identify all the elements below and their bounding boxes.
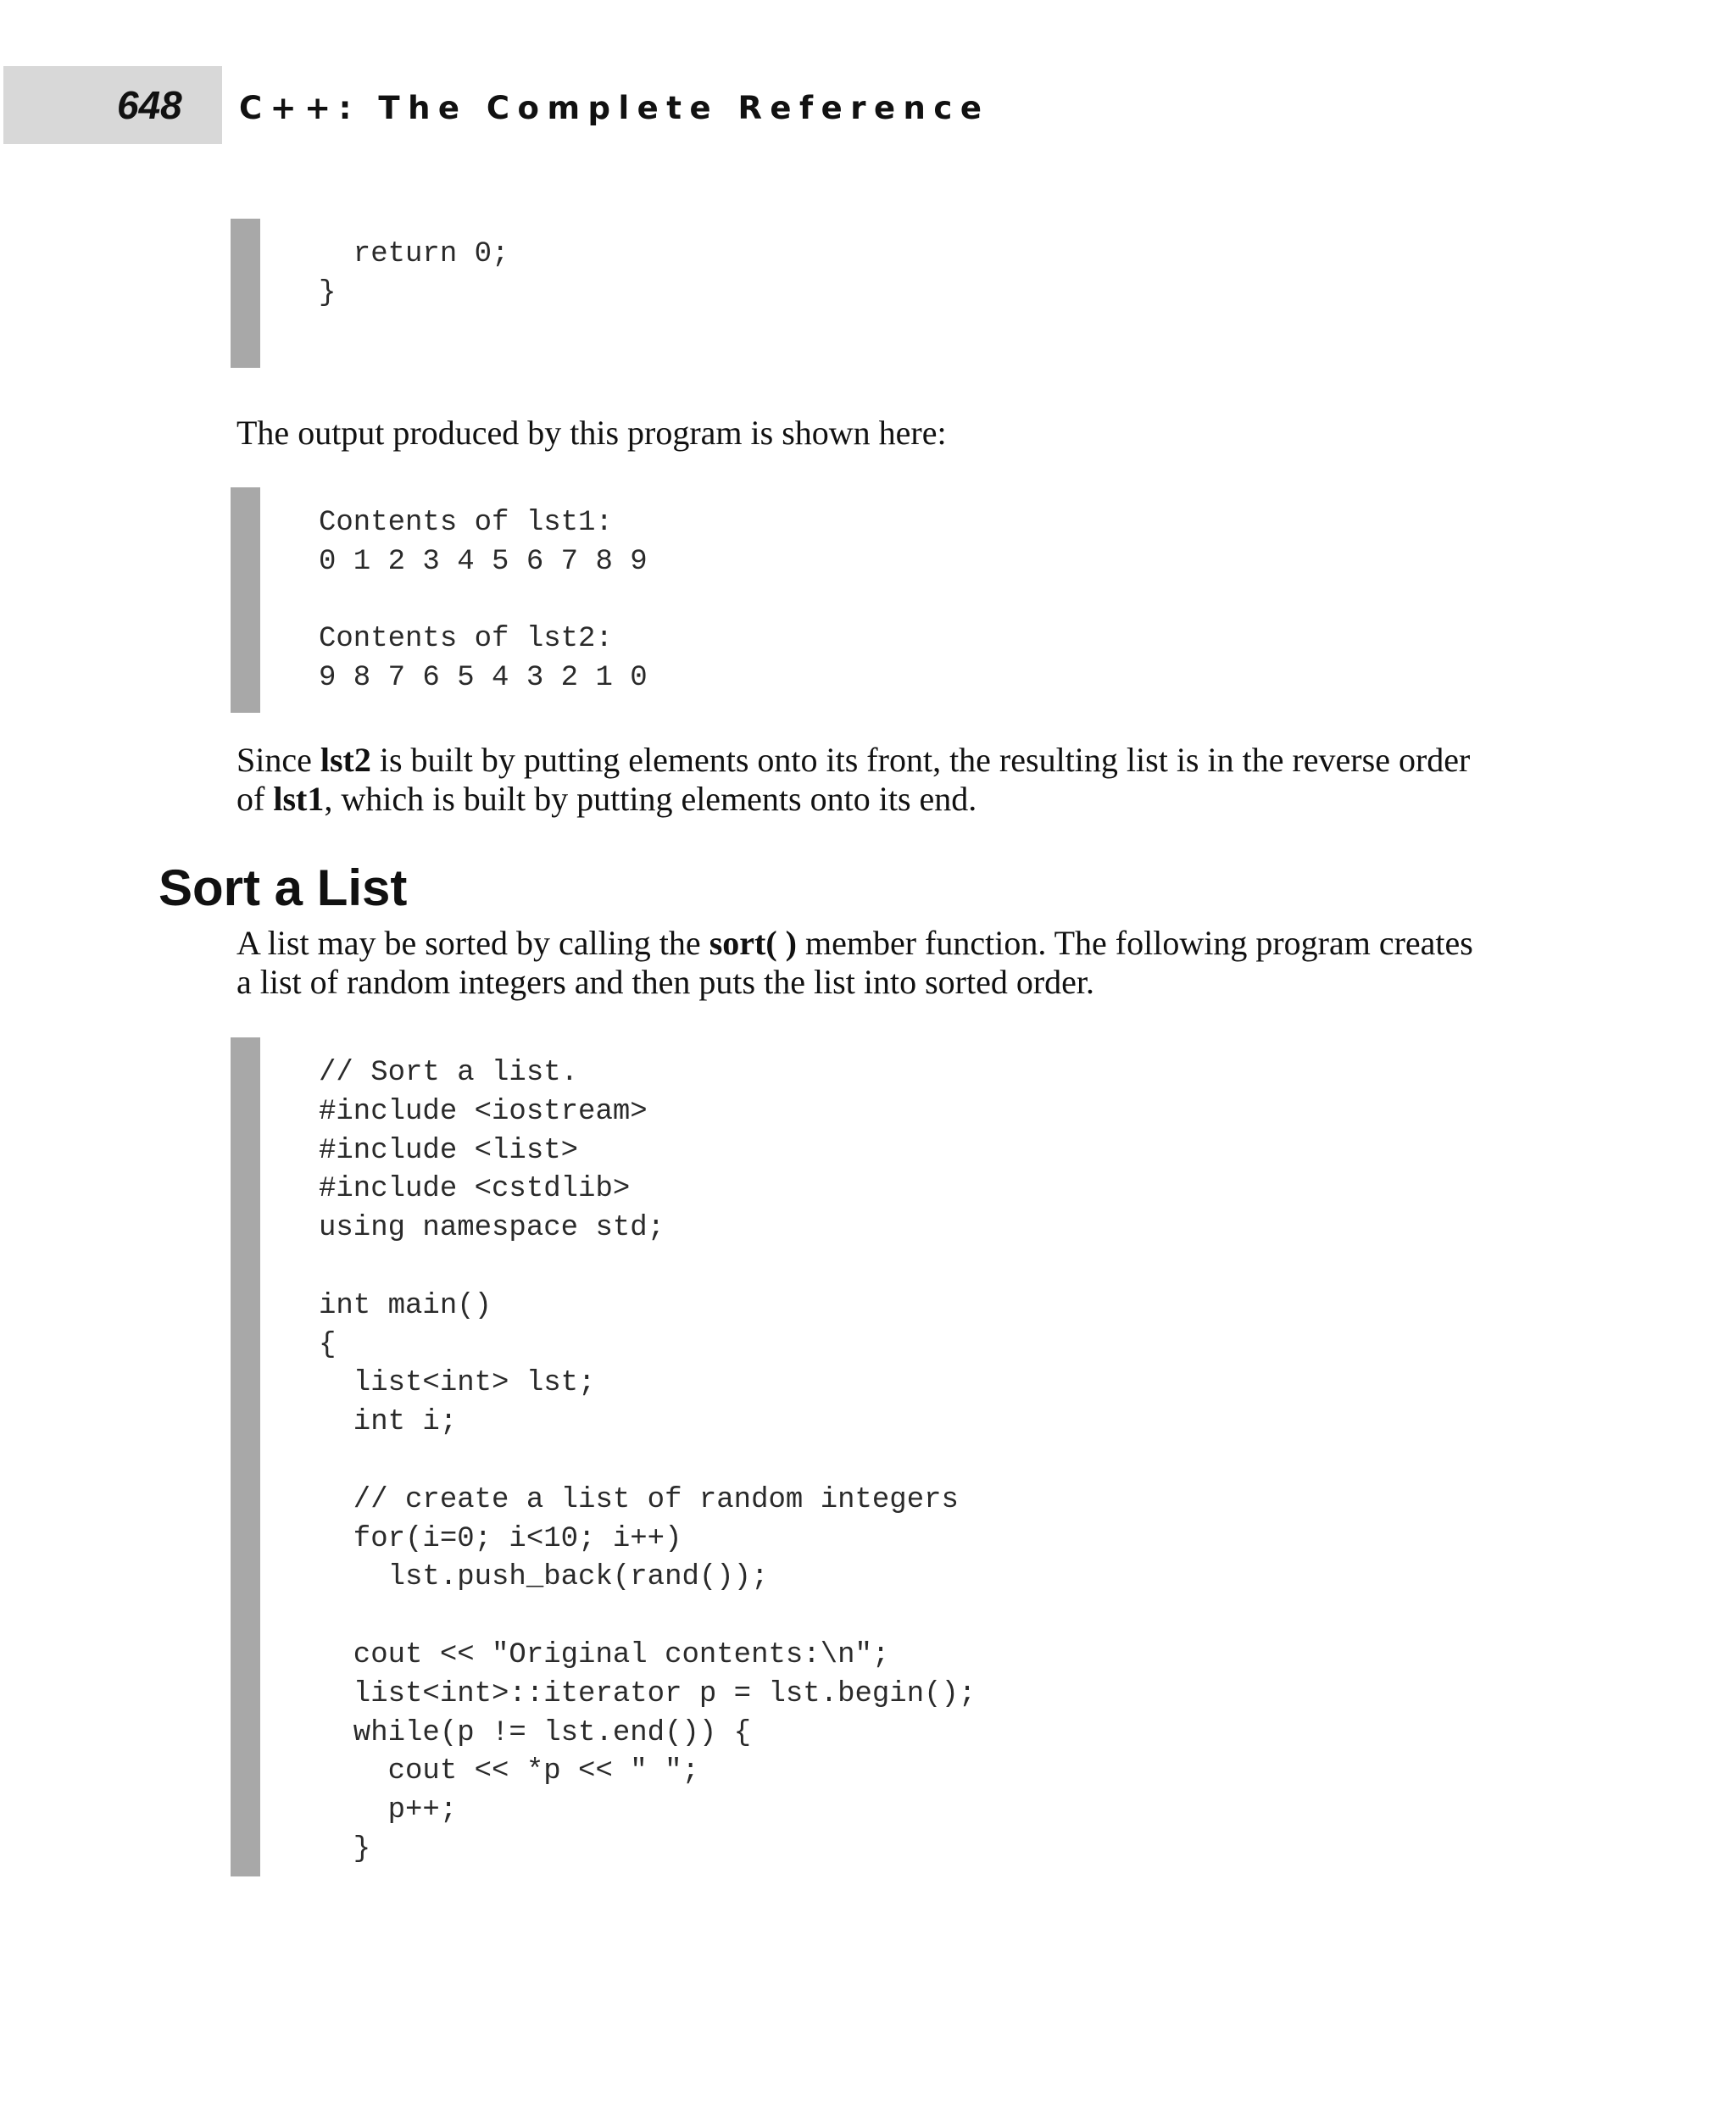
code-line: cout << "Original contents:\n";: [319, 1638, 890, 1671]
code-line: #include <cstdlib>: [319, 1173, 631, 1206]
running-title: C++: The Complete Reference: [239, 90, 990, 126]
code-line: [319, 1248, 976, 1287]
code-line: #include <iostream>: [319, 1095, 648, 1128]
output-line: 0 1 2 3 4 5 6 7 8 9: [319, 545, 648, 578]
code-line: #include <list>: [319, 1134, 579, 1167]
text-run: is built by putting elements onto its front, the resulting list is in the reverse order of: [236, 741, 1471, 818]
code-line: [319, 1598, 976, 1637]
code-lines: [319, 1054, 976, 1870]
code-line: }: [319, 1832, 371, 1865]
code-term-lst2: lst2: [320, 741, 371, 779]
code-line: for(i=0; i<10; i++): [319, 1522, 682, 1555]
output-lines: [319, 504, 648, 698]
code-line: p++;: [319, 1794, 458, 1827]
page-number: 648: [117, 83, 182, 127]
code-line: return 0;: [319, 238, 509, 270]
code-line: list<int> lst;: [319, 1367, 596, 1400]
code-lines: [319, 236, 509, 314]
code-line: {: [319, 1328, 337, 1361]
paragraph-output-intro: The output produced by this program is shown here:: [236, 414, 947, 452]
code-line: }: [319, 276, 337, 309]
code-block-sort-program: [231, 1037, 976, 1876]
text-run: A list may be sorted by calling the: [236, 924, 709, 962]
code-line: int main(): [319, 1289, 492, 1322]
code-term-sort: sort( ): [709, 924, 797, 962]
code-line: using namespace std;: [319, 1212, 665, 1245]
paragraph-sort-intro: [236, 924, 1491, 1002]
paragraph-explanation: [236, 741, 1491, 819]
text-run: member function. The following program creates a list of random integers and then puts the list into sorted order.: [236, 924, 1473, 1001]
code-line: cout << *p << " ";: [319, 1755, 699, 1788]
code-line: lst.push_back(rand());: [319, 1561, 769, 1594]
code-term-lst1: lst1: [273, 780, 325, 818]
code-line: // create a list of random integers: [319, 1483, 959, 1516]
text-run: Since: [236, 741, 320, 779]
page-number-box: [3, 66, 222, 144]
section-heading: Sort a List: [159, 859, 408, 916]
code-line: int i;: [319, 1406, 458, 1439]
code-line: // Sort a list.: [319, 1057, 579, 1089]
code-line: list<int>::iterator p = lst.begin();: [319, 1677, 976, 1710]
output-line: Contents of lst2:: [319, 623, 613, 656]
output-line: 9 8 7 6 5 4 3 2 1 0: [319, 662, 648, 695]
text-run: , which is built by putting elements onto its end.: [324, 780, 977, 818]
output-line: [319, 582, 648, 621]
code-block-program-output: [231, 487, 648, 713]
output-line: Contents of lst1:: [319, 507, 613, 539]
code-line: [319, 1443, 976, 1482]
code-line: while(p != lst.end()) {: [319, 1716, 752, 1749]
code-block-previous-program: [231, 219, 509, 368]
